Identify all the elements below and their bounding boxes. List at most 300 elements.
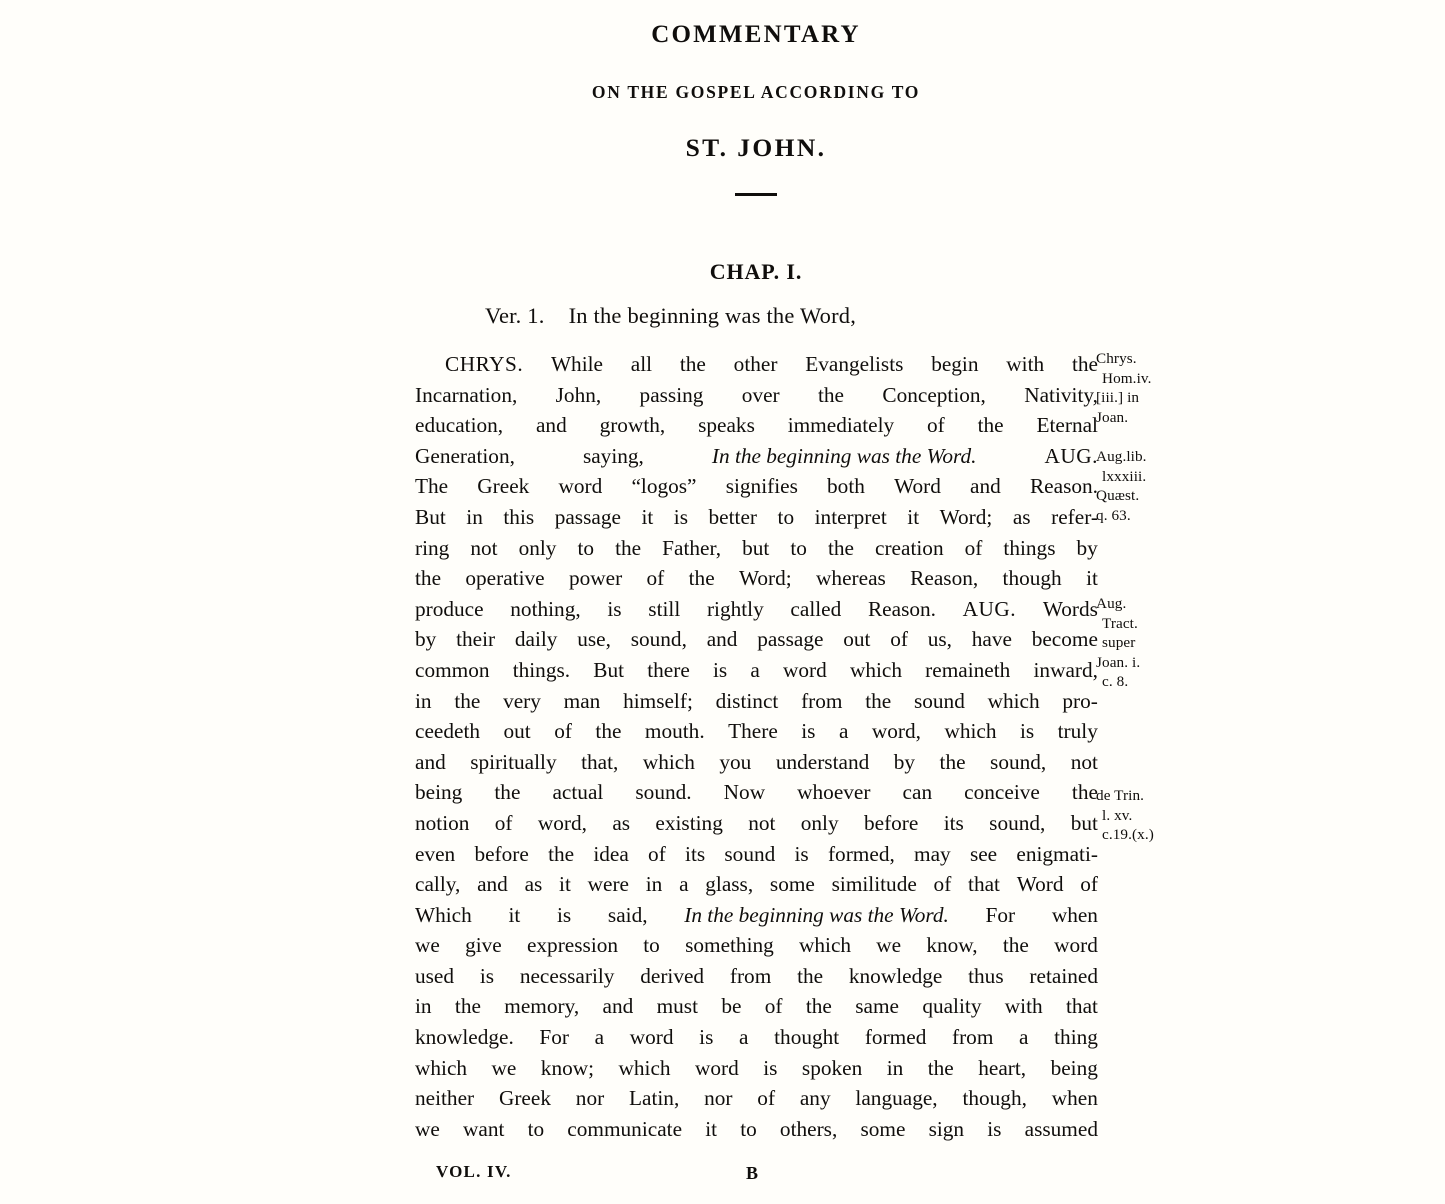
word: the [595, 719, 622, 744]
word: and [477, 872, 508, 897]
word: which [642, 749, 695, 774]
word: glass, [705, 872, 754, 897]
word: of [964, 535, 983, 560]
word: that [1066, 994, 1098, 1019]
word: For [539, 1025, 570, 1050]
authority-citation: AUG. [1044, 443, 1098, 468]
word: formed, [827, 841, 895, 866]
word: a [594, 1025, 605, 1050]
body-line [415, 1083, 1098, 1114]
word: of [646, 566, 665, 591]
word: things [1003, 535, 1056, 560]
word: of [1080, 872, 1098, 897]
word: even [415, 841, 456, 866]
word: a [1019, 1025, 1029, 1050]
word: a [750, 657, 760, 682]
word: by [415, 627, 437, 652]
word: to [527, 1116, 545, 1141]
word: But [593, 657, 625, 682]
word: spiritually [470, 749, 557, 774]
word: knowledge [848, 963, 943, 988]
word: Words [1042, 596, 1098, 621]
word: to [777, 504, 795, 529]
word: a [838, 719, 849, 744]
marginal-note-line: l. xv. [1102, 806, 1133, 824]
scripture-quotation: In the beginning was the Word. [711, 443, 977, 468]
word: himself; [623, 688, 693, 713]
word: over [741, 382, 780, 407]
word: from [951, 1025, 994, 1050]
marginal-note-line: Joan. i. [1096, 653, 1141, 671]
word: both [827, 474, 865, 499]
word: of [927, 413, 945, 438]
word: retained [1029, 963, 1098, 988]
word: whoever [797, 780, 871, 805]
word: idea [593, 841, 629, 866]
body-line [415, 380, 1098, 411]
word: thing [1054, 1025, 1098, 1050]
marginal-note-line: Tract. [1102, 614, 1138, 632]
word: by [1076, 535, 1098, 560]
word: is [607, 596, 622, 621]
word: being [1050, 1055, 1098, 1080]
body-line [415, 533, 1098, 564]
word: Now [723, 780, 766, 805]
word: only [518, 535, 557, 560]
word: refer- [1051, 504, 1098, 529]
word: whereas [816, 566, 886, 591]
word: it [641, 504, 654, 529]
word: operative [465, 566, 545, 591]
word: not [470, 535, 498, 560]
word: not [748, 810, 776, 835]
word: is [557, 902, 572, 927]
word: said, [607, 902, 648, 927]
word: expression [526, 933, 619, 958]
marginal-note-line: lxxxiii. [1102, 467, 1147, 485]
word: is [479, 963, 495, 988]
word: in [645, 872, 663, 897]
word: see [969, 841, 998, 866]
word: of [764, 994, 783, 1019]
word: to [643, 933, 660, 958]
marginal-note-line: c.19.(x.) [1102, 826, 1154, 844]
word: want [463, 1116, 505, 1141]
word: the [415, 566, 442, 591]
page-subtitle: ON THE GOSPEL ACCORDING TO [591, 82, 921, 102]
word: better [708, 504, 758, 529]
word: notion [415, 810, 470, 835]
word: the [927, 1055, 954, 1080]
word: when [1051, 1086, 1098, 1111]
body-line [415, 839, 1098, 870]
word: in [886, 1055, 904, 1080]
word: were [587, 872, 630, 897]
body-line [415, 1022, 1098, 1053]
word: from [801, 688, 843, 713]
word: a [739, 1025, 749, 1050]
word: ring [415, 535, 450, 560]
word: we [415, 933, 440, 958]
word: signifies [725, 474, 798, 499]
word: knowledge. [415, 1025, 514, 1050]
word: and [602, 994, 634, 1019]
word: as [524, 872, 543, 897]
word: something [685, 933, 774, 958]
word: the [797, 963, 824, 988]
marginal-note [1096, 349, 1152, 427]
word: the [454, 994, 481, 1019]
body-line [415, 349, 1098, 380]
word: truly [1057, 719, 1098, 744]
word: conceive [964, 780, 1040, 805]
word: which [987, 688, 1040, 713]
body-line [415, 930, 1098, 961]
word: to [790, 535, 807, 560]
word: Incarnation, [415, 382, 518, 407]
word: sound [913, 688, 965, 713]
body-line [415, 900, 1098, 931]
word: any [799, 1086, 831, 1111]
word: a [679, 872, 689, 897]
word: know, [926, 933, 978, 958]
word: but [742, 535, 770, 560]
body-line [415, 686, 1098, 717]
word: Latin, [629, 1086, 680, 1111]
word: is [1019, 719, 1035, 744]
verse-text: In the beginning was the Word, [568, 303, 857, 328]
word: other [733, 352, 778, 376]
word: the [1002, 933, 1029, 958]
word: of [494, 810, 513, 835]
body-line [415, 563, 1098, 594]
word: of [890, 627, 908, 652]
authority-citation: AUG. [962, 596, 1017, 621]
marginal-note [1096, 447, 1147, 525]
word: as [1012, 504, 1031, 529]
word: the [805, 994, 832, 1019]
word: sound, [630, 627, 687, 652]
word: to [577, 535, 595, 560]
word: of [757, 1086, 776, 1111]
marginal-note-line: [iii.] in [1096, 389, 1140, 407]
word: there [647, 657, 690, 682]
word: mouth. [644, 719, 705, 744]
word: Which [415, 902, 472, 927]
word: still [648, 596, 681, 621]
word: the [1071, 780, 1098, 805]
word: with [1004, 994, 1043, 1019]
word: derived [640, 963, 705, 988]
word: produce [415, 596, 484, 621]
word: Eternal [1036, 413, 1098, 438]
word: Generation, [415, 443, 515, 468]
word: the [827, 535, 854, 560]
word: passage [554, 504, 621, 529]
word: the [615, 535, 642, 560]
word: and [706, 627, 738, 652]
body-line [415, 747, 1098, 778]
word: have [971, 627, 1012, 652]
word: know; [540, 1055, 595, 1080]
word: is [801, 719, 816, 744]
marginal-note-line: Joan. [1096, 408, 1129, 426]
verse-label: Ver. 1. [485, 303, 545, 328]
word: begin [931, 352, 979, 376]
footer-signature-mark: B [746, 1163, 759, 1183]
body-line [415, 1053, 1098, 1084]
word: enigmati- [1016, 841, 1098, 866]
word: with [1006, 352, 1045, 376]
word: not [1070, 749, 1098, 774]
word: by [893, 749, 916, 774]
word: nothing, [510, 596, 581, 621]
word: and [970, 474, 1001, 499]
book-title: ST. JOHN. [685, 132, 827, 162]
word: of [648, 841, 666, 866]
word: that, [581, 749, 619, 774]
page-title: COMMENTARY [651, 21, 861, 48]
word: education, [415, 413, 504, 438]
word: communicate [567, 1116, 683, 1141]
word: rightly [706, 596, 764, 621]
word: it [705, 1116, 718, 1141]
word: is [712, 657, 728, 682]
marginal-note-line: Chrys. [1096, 350, 1137, 367]
word: understand [775, 749, 870, 774]
word: to [740, 1116, 757, 1141]
word: There [728, 719, 778, 744]
body-line [415, 410, 1098, 441]
word: being [415, 780, 463, 805]
word: formed [864, 1025, 927, 1050]
word: only [800, 810, 839, 835]
word: necessarily [519, 963, 615, 988]
marginal-note-line: Quæst. [1096, 487, 1140, 505]
body-line [415, 624, 1098, 655]
word: the [1071, 352, 1098, 376]
word: growth, [599, 413, 666, 438]
word: thus [968, 963, 1004, 988]
body-line [415, 808, 1098, 839]
word: interpret [814, 504, 887, 529]
word: sign [928, 1116, 965, 1141]
word: before [474, 841, 529, 866]
word: in [415, 688, 432, 713]
word: we [415, 1116, 440, 1141]
word: Reason, [910, 566, 979, 591]
word: word [558, 474, 603, 499]
word: nor [704, 1086, 733, 1111]
word: all [630, 352, 653, 376]
word: things. [512, 657, 571, 682]
body-line [415, 471, 1098, 502]
body-line [415, 961, 1098, 992]
marginal-note-line: Hom.iv. [1102, 369, 1152, 387]
word: sound [724, 841, 776, 866]
word: Word [1016, 872, 1064, 897]
word: in [415, 994, 432, 1019]
word: man [563, 688, 601, 713]
word: sound. [635, 780, 692, 805]
word: the [939, 749, 966, 774]
word: others, [779, 1116, 838, 1141]
word: we [876, 933, 902, 958]
word: word [783, 657, 827, 682]
word: in [466, 504, 483, 529]
word: same [855, 994, 899, 1019]
body-line [415, 502, 1098, 533]
word: the [454, 688, 481, 713]
word: the [688, 566, 715, 591]
word: remaineth [925, 657, 1011, 682]
word: speaks [698, 413, 755, 438]
word: and [535, 413, 567, 438]
word: Reason. [1029, 474, 1098, 499]
word: ceedeth [415, 719, 481, 744]
body-line [415, 869, 1098, 900]
body-line [415, 655, 1098, 686]
word: Greek [498, 1086, 551, 1111]
footer-volume: VOL. IV. [436, 1162, 512, 1181]
marginal-note-line: q. 63. [1096, 506, 1131, 524]
body-line [415, 777, 1098, 808]
word: which [415, 1055, 468, 1080]
word: cally, [415, 872, 461, 897]
word: common [415, 657, 490, 682]
word: as [612, 810, 631, 835]
body-line [415, 1114, 1098, 1145]
word: quality [922, 994, 982, 1019]
word: saying, [582, 443, 644, 468]
word: out [843, 627, 871, 652]
word: John, [555, 382, 602, 407]
word: must [656, 994, 699, 1019]
word: power [568, 566, 623, 591]
marginal-note-line: de Trin. [1096, 787, 1145, 804]
word: but [1070, 810, 1098, 835]
masthead [415, 0, 1097, 196]
body-line [415, 594, 1098, 625]
word: be [721, 994, 742, 1019]
word: called [790, 596, 842, 621]
word: For [985, 902, 1016, 927]
word: language, [855, 1086, 938, 1111]
word: Nativity, [1024, 382, 1098, 407]
word: the [817, 382, 845, 407]
word: word, [537, 810, 587, 835]
word: Word; [739, 566, 792, 591]
word: the [548, 841, 575, 866]
word: word [629, 1025, 674, 1050]
word: that [968, 872, 1000, 897]
word: before [863, 810, 919, 835]
word: memory, [504, 994, 580, 1019]
word: thought [774, 1025, 840, 1050]
word: of [554, 719, 572, 744]
word: us, [927, 627, 952, 652]
scripture-quotation: In the beginning was the Word. [684, 902, 949, 927]
word: of [933, 872, 952, 897]
authority-citation: CHRYS. [445, 352, 524, 376]
body-text-column [415, 349, 1098, 1144]
marginal-note-line: Aug. [1096, 595, 1127, 612]
word: daily [514, 627, 558, 652]
word: creation [875, 535, 944, 560]
word: heart, [978, 1055, 1027, 1080]
word: it [508, 902, 521, 927]
word: distinct [715, 688, 779, 713]
word: it [907, 504, 920, 529]
word: nor [575, 1086, 605, 1111]
word: from [729, 963, 772, 988]
word: and [415, 749, 446, 774]
word: neither [415, 1086, 475, 1111]
word: word [695, 1055, 739, 1080]
word: sound, [989, 810, 1046, 835]
word: it [559, 872, 571, 897]
word: word [1054, 933, 1098, 958]
word: may [914, 841, 951, 866]
body-line [415, 991, 1098, 1022]
marginal-note-line: super [1102, 634, 1136, 652]
word: which [849, 657, 902, 682]
word: though [1002, 566, 1062, 591]
word: which [944, 719, 997, 744]
word: used [415, 963, 455, 988]
word: immediately [787, 413, 895, 438]
word: similitude [831, 872, 917, 897]
marginal-note-line: c. 8. [1102, 673, 1129, 691]
word: is [794, 841, 809, 866]
word: word, [871, 719, 921, 744]
word: actual [552, 780, 604, 805]
word: But [415, 504, 446, 529]
word: is [763, 1055, 778, 1080]
word: Word; [939, 504, 993, 529]
marginal-note [1096, 786, 1154, 845]
verse-heading [415, 303, 1105, 329]
word: passing [639, 382, 704, 407]
word: Word [894, 474, 941, 499]
word: use, [577, 627, 611, 652]
word: the [679, 352, 706, 376]
word: existing [655, 810, 723, 835]
word: give [465, 933, 502, 958]
marginal-note [1096, 594, 1140, 692]
word: spoken [801, 1055, 863, 1080]
word: we [491, 1055, 517, 1080]
word: the [865, 688, 892, 713]
word: Conception, [882, 382, 986, 407]
word: which [799, 933, 852, 958]
word: Greek [477, 474, 530, 499]
body-line [415, 716, 1098, 747]
word: is [699, 1025, 714, 1050]
word: you [719, 749, 752, 774]
word: can [902, 780, 933, 805]
word: out [503, 719, 531, 744]
word: very [503, 688, 541, 713]
word: when [1051, 902, 1098, 927]
word: is [987, 1116, 1002, 1141]
word: assumed [1024, 1116, 1098, 1141]
body-line [415, 441, 1098, 472]
word: become [1031, 627, 1098, 652]
word: pro- [1062, 688, 1098, 713]
word: Reason. [867, 596, 936, 621]
word: some [860, 1116, 906, 1141]
